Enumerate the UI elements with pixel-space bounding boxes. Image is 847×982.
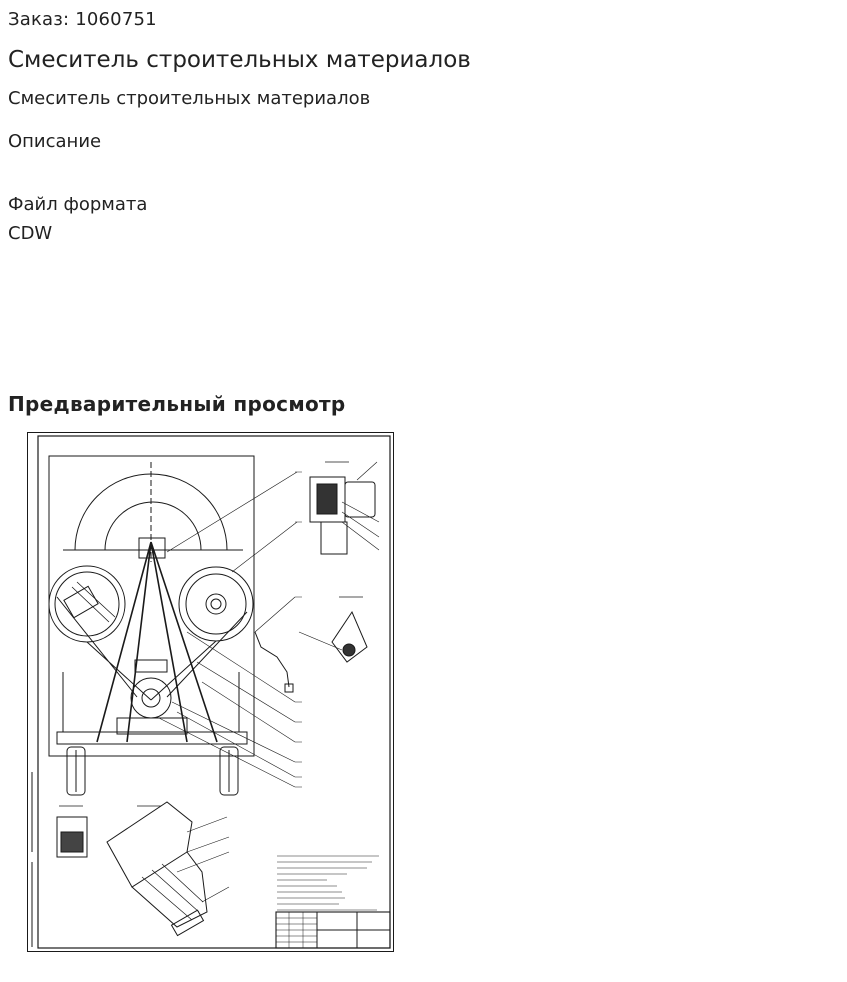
description-heading: Описание — [8, 131, 102, 152]
preview-heading: Предварительный просмотр — [8, 392, 346, 416]
technical-drawing — [27, 432, 394, 952]
file-format-label: Файл формата — [8, 194, 148, 215]
file-format-value: CDW — [8, 223, 53, 244]
order-number: Заказ: 1060751 — [8, 9, 157, 30]
page-title: Смеситель строительных материалов — [8, 47, 471, 73]
drawing-preview-image[interactable] — [27, 432, 394, 952]
product-subtitle: Смеситель строительных материалов — [8, 88, 371, 109]
